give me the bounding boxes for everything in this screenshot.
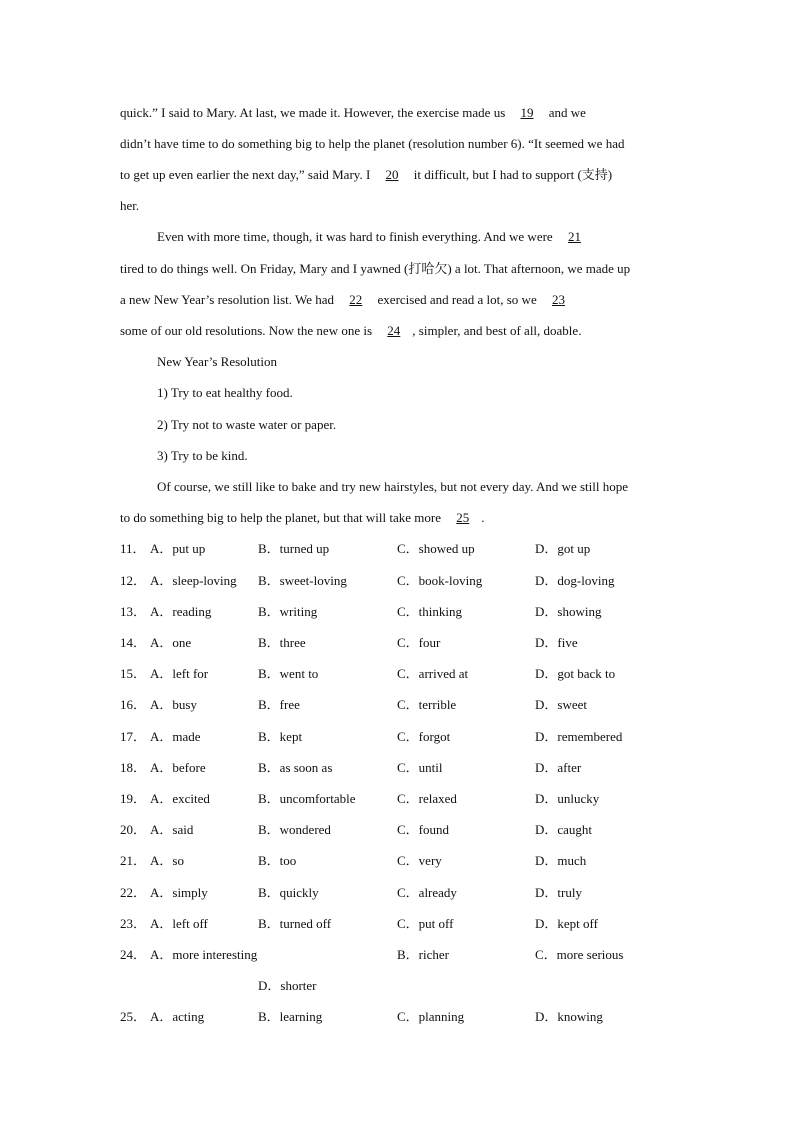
blank-24: 24 (387, 323, 401, 338)
option-a: A．busy (150, 697, 197, 712)
option-c: C．terrible (397, 697, 457, 712)
option-b: B．uncomfortable (258, 791, 356, 806)
option-c: C．planning (397, 1009, 465, 1024)
option-b: B．turned up (258, 541, 330, 556)
option-b: B．went to (258, 666, 319, 681)
blank-19: 19 (520, 105, 534, 120)
option-b: B．turned off (258, 916, 332, 931)
option-b: B．richer (397, 947, 449, 962)
option-c: C．relaxed (397, 791, 457, 806)
option-c: C．already (397, 885, 457, 900)
passage-line (120, 105, 680, 121)
question-number: 20． (120, 822, 147, 837)
option-c: C．four (397, 635, 441, 650)
option-a: A．simply (150, 885, 208, 900)
question-number: 13． (120, 604, 147, 619)
question-number: 23． (120, 916, 147, 931)
option-c: C．found (397, 822, 450, 837)
question-17 (120, 729, 680, 745)
option-c: C．very (397, 853, 442, 868)
option-a: A．said (150, 822, 194, 837)
option-d: D．truly (535, 885, 582, 900)
passage-text: some of our old resolutions. Now the new one is (120, 323, 373, 338)
option-d: D．remembered (535, 729, 623, 744)
option-b: B．sweet-loving (258, 573, 347, 588)
passage-line: Of course, we still like to bake and try new hairstyles, but not every day. And we still hope (157, 479, 629, 494)
passage-line: her. (120, 198, 140, 213)
list-item: 1) Try to eat healthy food. (157, 385, 293, 400)
option-c: C．thinking (397, 604, 463, 619)
list-title: New Year’s Resolution (157, 354, 278, 369)
option-b: B．learning (258, 1009, 323, 1024)
question-11 (120, 541, 680, 557)
option-d: D．five (535, 635, 578, 650)
list-item: 2) Try not to waste water or paper. (157, 417, 337, 432)
passage-text: Even with more time, though, it was hard to finish everything. And we were (157, 229, 553, 244)
passage-text: to get up even earlier the next day,” said Mary. I (120, 167, 371, 182)
question-19 (120, 791, 680, 807)
option-b: B．as soon as (258, 760, 333, 775)
list-item: 3) Try to be kind. (157, 448, 248, 463)
option-c: C．arrived at (397, 666, 469, 681)
passage-text: a new New Year’s resolution list. We had (120, 292, 335, 307)
passage-text: , simpler, and best of all, doable. (412, 323, 582, 338)
option-b: B．wondered (258, 822, 331, 837)
option-a: A．left for (150, 666, 209, 681)
option-a: A．sleep-loving (150, 573, 237, 588)
question-number: 21． (120, 853, 147, 868)
option-a: A．made (150, 729, 201, 744)
question-number: 11． (120, 541, 146, 556)
option-d: D．much (535, 853, 587, 868)
blank-25: 25 (456, 510, 470, 525)
question-number: 25． (120, 1009, 147, 1024)
option-d: D．caught (535, 822, 593, 837)
option-a: A．one (150, 635, 192, 650)
question-24 (120, 947, 680, 963)
question-23 (120, 916, 680, 932)
option-d: D．dog-loving (535, 573, 615, 588)
option-d: D．got back to (535, 666, 616, 681)
option-d: D．sweet (535, 697, 587, 712)
passage-line (157, 229, 717, 245)
option-b: B．too (258, 853, 297, 868)
option-c: C．book-loving (397, 573, 483, 588)
question-24-continued (120, 978, 680, 994)
option-a: A．before (150, 760, 206, 775)
blank-23: 23 (551, 292, 565, 307)
passage-text: . (481, 510, 485, 525)
question-25 (120, 1009, 680, 1025)
passage-text: exercised and read a lot, so we (377, 292, 537, 307)
question-number: 14． (120, 635, 147, 650)
question-13 (120, 604, 680, 620)
passage-line (120, 167, 680, 183)
option-d: D．after (535, 760, 582, 775)
question-number: 24． (120, 947, 147, 962)
option-a: A．so (150, 853, 184, 868)
option-d: D．showing (535, 604, 602, 619)
option-a: A．acting (150, 1009, 205, 1024)
question-15 (120, 666, 680, 682)
blank-20: 20 (385, 167, 399, 182)
option-d: D．got up (535, 541, 591, 556)
question-number: 16． (120, 697, 147, 712)
passage-text: quick.” I said to Mary. At last, we made it. However, the exercise made us (120, 105, 506, 120)
passage-text: it difficult, but I had to support (支持) (413, 167, 613, 182)
passage-line (120, 323, 680, 339)
passage-line: tired to do things well. On Friday, Mary and I yawned (打哈欠) a lot. That afternoon, we made up (120, 261, 631, 276)
option-c: C．put off (397, 916, 454, 931)
option-b: B．free (258, 697, 300, 712)
passage-text: to do something big to help the planet, but that will take more (120, 510, 441, 525)
option-b: B．writing (258, 604, 318, 619)
question-21 (120, 853, 680, 869)
option-d: D．knowing (535, 1009, 603, 1024)
question-20 (120, 822, 680, 838)
question-number: 12． (120, 573, 147, 588)
option-a: A．left off (150, 916, 208, 931)
option-c: C．showed up (397, 541, 475, 556)
question-16 (120, 697, 680, 713)
passage-line (120, 292, 680, 308)
passage-line (120, 510, 680, 526)
question-number: 17． (120, 729, 147, 744)
question-14 (120, 635, 680, 651)
question-number: 22． (120, 885, 147, 900)
option-c: C．forgot (397, 729, 451, 744)
option-a: A．excited (150, 791, 210, 806)
option-a: A．put up (150, 541, 206, 556)
blank-21: 21 (567, 229, 581, 244)
option-d: D．kept off (535, 916, 598, 931)
passage-line: didn’t have time to do something big to help the planet (resolution number 6). “It seemed we had (120, 136, 625, 151)
option-b: B．three (258, 635, 306, 650)
option-c: C．until (397, 760, 443, 775)
option-a: A．reading (150, 604, 212, 619)
passage-text: and we (548, 105, 586, 120)
option-d: D．shorter (258, 978, 317, 993)
question-number: 18． (120, 760, 147, 775)
blank-22: 22 (349, 292, 363, 307)
option-c: C．more serious (535, 947, 624, 962)
option-a: A．more interesting (150, 947, 258, 962)
option-b: B．quickly (258, 885, 319, 900)
option-b: B．kept (258, 729, 303, 744)
question-18 (120, 760, 680, 776)
question-number: 19． (120, 791, 147, 806)
question-22 (120, 885, 680, 901)
question-12 (120, 573, 680, 589)
question-number: 15． (120, 666, 147, 681)
option-d: D．unlucky (535, 791, 600, 806)
